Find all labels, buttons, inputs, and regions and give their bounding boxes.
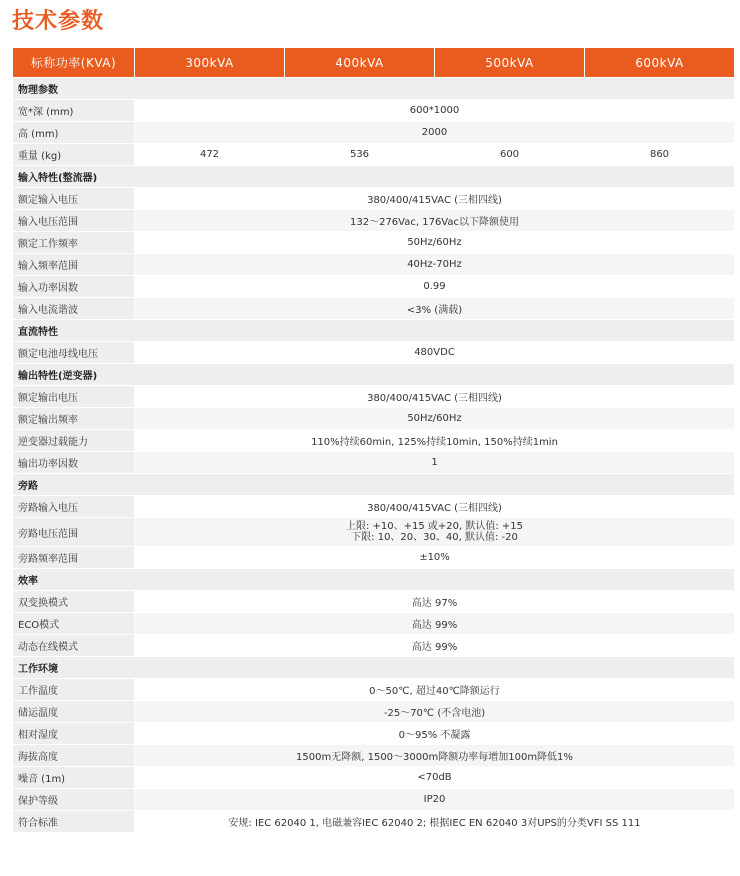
weight-value: 472	[135, 144, 285, 166]
weight-value: 600	[435, 144, 585, 166]
row-label: 额定电池母线电压	[13, 342, 135, 364]
row-value: 600*1000	[135, 100, 735, 122]
weight-value: 860	[585, 144, 735, 166]
row-value: 高达 99%	[135, 635, 735, 657]
table-row	[13, 452, 735, 474]
page-title: 技术参数	[12, 9, 105, 34]
table-row	[13, 613, 735, 635]
table-row	[13, 789, 735, 811]
table-row	[13, 723, 735, 745]
voltage-lower-limit: 下限: 10、20、30、40, 默认值: -20	[351, 532, 518, 543]
row-label: 储运温度	[13, 701, 135, 723]
section-row	[13, 474, 735, 496]
row-label: 额定工作频率	[13, 232, 135, 254]
table-row	[13, 386, 735, 408]
row-label: 额定输出电压	[13, 386, 135, 408]
row-value: 0～95% 不凝露	[135, 723, 735, 745]
spec-table	[12, 47, 735, 833]
table-row	[13, 679, 735, 701]
section-row	[13, 569, 735, 591]
table-row	[13, 591, 735, 613]
section-row	[13, 78, 735, 100]
row-label: 高 (mm)	[13, 122, 135, 144]
row-value: 132～276Vac, 176Vac以下降额使用	[135, 210, 735, 232]
table-row	[13, 745, 735, 767]
section-title: 效率	[13, 569, 735, 591]
table-row	[13, 547, 735, 569]
row-label: 输入功率因数	[13, 276, 135, 298]
table-row	[13, 408, 735, 430]
table-row	[13, 496, 735, 518]
table-row	[13, 276, 735, 298]
row-label: 双变换模式	[13, 591, 135, 613]
row-value: 1	[135, 452, 735, 474]
row-label: ECO模式	[13, 613, 135, 635]
row-label: 旁路频率范围	[13, 547, 135, 569]
table-row	[13, 254, 735, 276]
header-label: 标称功率(KVA)	[13, 48, 135, 78]
row-label: 保护等级	[13, 789, 135, 811]
row-label: 符合标准	[13, 811, 135, 833]
row-label: 重量 (kg)	[13, 144, 135, 166]
header-model: 500kVA	[435, 48, 585, 78]
table-row	[13, 518, 735, 547]
row-label: 噪音 (1m)	[13, 767, 135, 789]
row-value: 0.99	[135, 276, 735, 298]
row-label: 海拔高度	[13, 745, 135, 767]
row-value: 2000	[135, 122, 735, 144]
row-label: 相对湿度	[13, 723, 135, 745]
table-row	[13, 635, 735, 657]
table-row	[13, 188, 735, 210]
row-value: ±10%	[135, 547, 735, 569]
row-value: 50Hz/60Hz	[135, 408, 735, 430]
section-title: 直流特性	[13, 320, 735, 342]
row-label: 动态在线模式	[13, 635, 135, 657]
header-model: 400kVA	[285, 48, 435, 78]
row-label: 宽*深 (mm)	[13, 100, 135, 122]
section-title: 旁路	[13, 474, 735, 496]
row-value: 0～50℃, 超过40℃降额运行	[135, 679, 735, 701]
table-row	[13, 122, 735, 144]
row-value: 110%持续60min, 125%持续10min, 150%持续1min	[135, 430, 735, 452]
row-value: 1500m无降额, 1500～3000m降额功率每增加100m降低1%	[135, 745, 735, 767]
table-row	[13, 767, 735, 789]
row-label: 额定输出频率	[13, 408, 135, 430]
row-value: <3% (满载)	[135, 298, 735, 320]
table-row	[13, 210, 735, 232]
row-value: 安规: IEC 62040 1, 电磁兼容IEC 62040 2; 根据IEC EN 62040 3对UPS的分类VFI SS 111	[135, 811, 735, 833]
row-value: 380/400/415VAC (三相四线)	[135, 188, 735, 210]
table-row	[13, 342, 735, 364]
row-label: 输入电压范围	[13, 210, 135, 232]
row-label: 工作温度	[13, 679, 135, 701]
section-title: 物理参数	[13, 78, 735, 100]
row-value: 高达 97%	[135, 591, 735, 613]
table-row	[13, 430, 735, 452]
table-row	[13, 100, 735, 122]
row-value	[135, 518, 735, 547]
weight-value: 536	[285, 144, 435, 166]
section-row	[13, 364, 735, 386]
row-value: 50Hz/60Hz	[135, 232, 735, 254]
table-row	[13, 298, 735, 320]
row-label: 输入电流谐波	[13, 298, 135, 320]
row-value: 480VDC	[135, 342, 735, 364]
row-value: IP20	[135, 789, 735, 811]
row-value: 40Hz-70Hz	[135, 254, 735, 276]
row-label: 输入频率范围	[13, 254, 135, 276]
section-title: 输入特性(整流器)	[13, 166, 735, 188]
row-label: 逆变器过载能力	[13, 430, 135, 452]
section-row	[13, 320, 735, 342]
row-value: <70dB	[135, 767, 735, 789]
header-model: 300kVA	[135, 48, 285, 78]
row-value: 380/400/415VAC (三相四线)	[135, 496, 735, 518]
table-row	[13, 701, 735, 723]
section-row	[13, 166, 735, 188]
row-label: 旁路电压范围	[13, 518, 135, 547]
table-row	[13, 811, 735, 833]
row-label: 输出功率因数	[13, 452, 135, 474]
section-row	[13, 657, 735, 679]
voltage-upper-limit: 上限: +10、+15 或+20, 默认值: +15	[345, 521, 524, 532]
row-value: -25～70℃ (不含电池)	[135, 701, 735, 723]
header-row	[13, 48, 735, 78]
row-value: 380/400/415VAC (三相四线)	[135, 386, 735, 408]
row-label: 旁路输入电压	[13, 496, 135, 518]
table-row	[13, 144, 735, 166]
header-model: 600kVA	[585, 48, 735, 78]
row-value: 高达 99%	[135, 613, 735, 635]
section-title: 输出特性(逆变器)	[13, 364, 735, 386]
row-label: 额定输入电压	[13, 188, 135, 210]
section-title: 工作环境	[13, 657, 735, 679]
table-row	[13, 232, 735, 254]
